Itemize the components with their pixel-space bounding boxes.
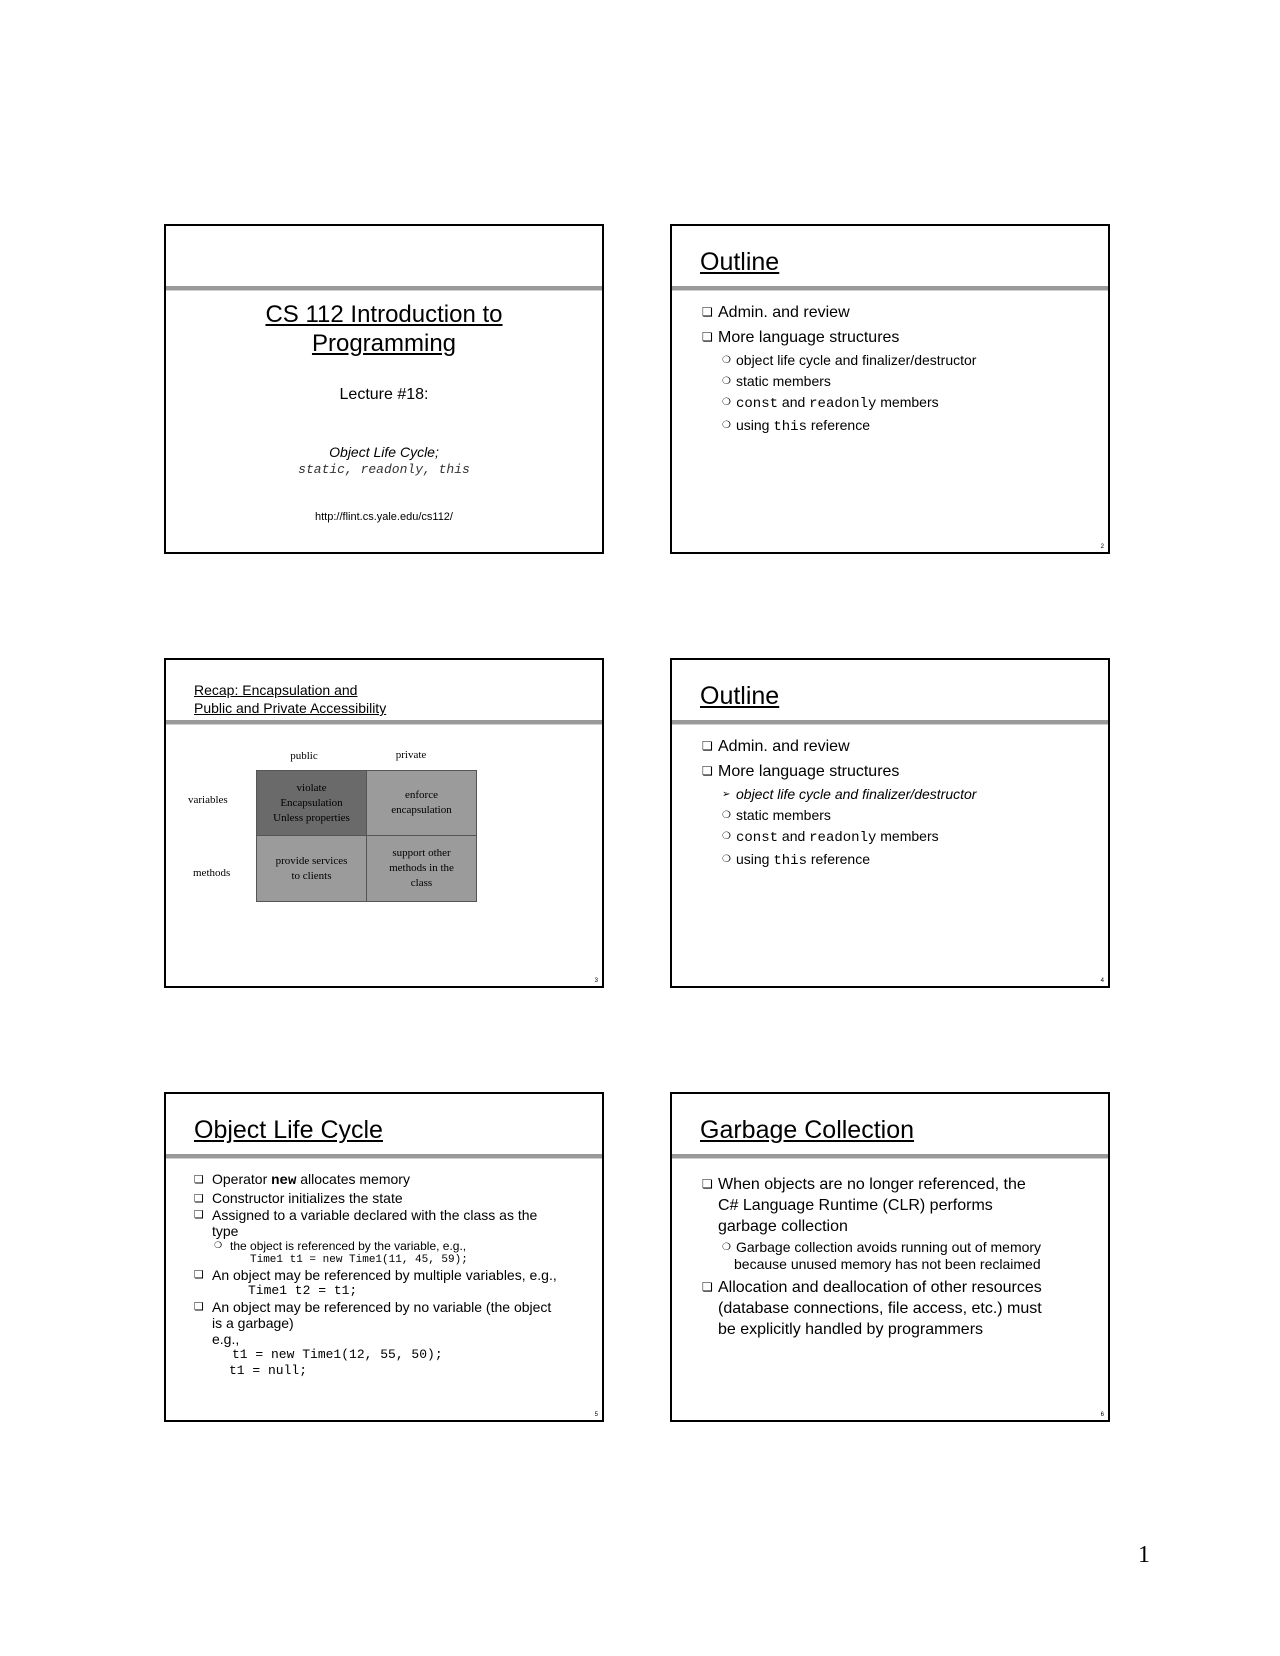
list-item: ❍ object life cycle and finalizer/destructor [702,350,1094,371]
bullet-list [702,734,1094,872]
column-header-public: public [290,750,318,762]
topic-line-2: static, readonly, this [298,462,470,477]
list-item: ❏ An object may be referenced by no variable (the object is a garbage) e.g., t1 = new Time1(12, 55, 50); t1 = null; [194,1299,552,1378]
list-item: ❍ const and readonly members [702,826,1094,849]
slide-number: 6 [1100,1412,1104,1418]
cell-public-methods: provide services to clients [256,835,367,902]
slide-title: Object Life Cycle [194,1116,383,1144]
list-item: ❏ Constructor initializes the state [194,1190,403,1206]
slide-5 [164,1092,604,1422]
slide-number: 3 [594,978,598,984]
list-item: ❍ Garbage collection avoids running out of memory because unused memory has not been reclaimed [722,1239,1042,1272]
row-header-methods: methods [193,867,231,879]
slide-2 [670,224,1110,554]
list-item: ❏ More language structures [702,325,1094,350]
cell-private-methods: support other methods in the class [366,835,477,902]
slide-title [166,300,602,358]
slide-number: 2 [1100,544,1104,550]
slide-4 [670,658,1110,988]
list-item: ❏ Admin. and review [702,734,1094,759]
list-item: ❏ More language structures [702,759,1094,784]
list-item: ❏ Operator new allocates memory [194,1171,410,1189]
list-item: ❍ the object is referenced by the variable, e.g., Time1 t1 = new Time1(11, 45, 59); [214,1239,468,1266]
slide-3 [164,658,604,988]
slide-divider [166,1154,602,1159]
cell-public-variables: violate Encapsulation Unless properties [256,770,367,836]
slide-divider [672,1154,1108,1159]
topic-line-1: Object Life Cycle; [329,444,439,460]
list-item: ❏ Admin. and review [702,300,1094,325]
lecture-number: Lecture #18: [339,386,429,403]
slide-title: Outline [700,248,780,276]
page-number: 1 [1138,1542,1150,1568]
slide-body [194,1171,592,1379]
list-item: ❏ When objects are no longer referenced, the C# Language Runtime (CLR) performs garbage collection [702,1176,1026,1235]
list-item: ❍ static members [702,371,1094,392]
course-url: http://flint.cs.yale.edu/cs112/ [315,511,453,523]
slide-number: 5 [594,1412,598,1418]
slide-title: Garbage Collection [700,1116,915,1144]
slide-number: 4 [1100,978,1104,984]
title-line-2: Programming [311,330,457,357]
list-item: ❍ static members [702,805,1094,826]
slide-divider [672,286,1108,291]
list-item: ❍ using this reference [702,849,1094,872]
slide-divider [672,720,1108,725]
title-line-1: CS 112 Introduction to [265,301,503,328]
column-header-private: private [395,749,427,761]
slide-divider [166,720,602,725]
list-item: ❏ An object may be referenced by multiple variables, e.g., Time1 t2 = t1; [194,1267,557,1298]
row-header-variables: variables [188,794,228,806]
slide-6 [670,1092,1110,1422]
slide-title: Outline [700,682,780,710]
cell-private-variables: enforce encapsulation [366,770,477,836]
list-item: ❍ using this reference [702,415,1094,438]
list-item: ❏ Assigned to a variable declared with the class as the type [194,1207,538,1239]
list-item: ❏ Allocation and deallocation of other resources (database connections, file access, etc.) must be explicitly handled by programmers [702,1279,1042,1338]
bullet-list [702,300,1094,438]
slide-title: Recap: Encapsulation and Public and Private Accessibility [194,682,387,716]
list-item: ❍ const and readonly members [702,392,1094,415]
slide-body [702,1174,1098,1340]
slide-divider [166,286,602,291]
slide-1 [164,224,604,554]
list-item-current: ➢ object life cycle and finalizer/destructor [702,784,1094,805]
